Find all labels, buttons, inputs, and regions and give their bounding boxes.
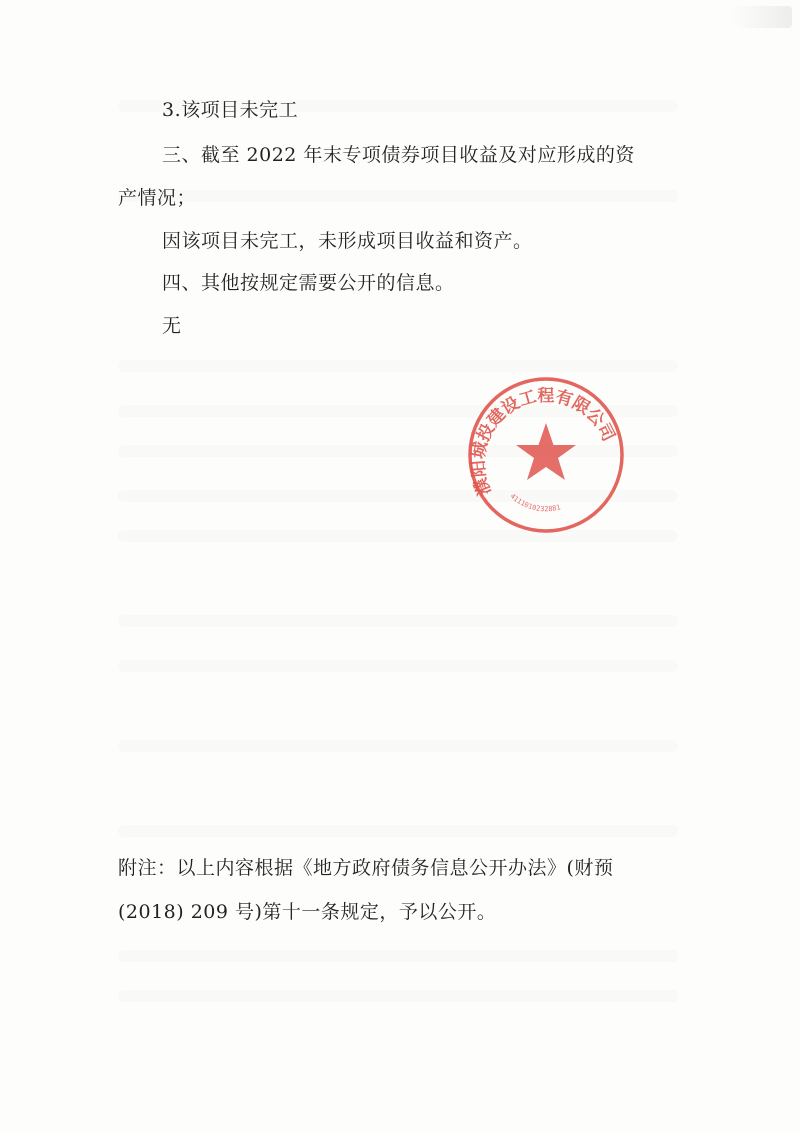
footnote-line-2: (2018) 209 号)第十一条规定，予以公开。 <box>118 901 497 923</box>
seal-number: 4111010232881 <box>508 492 562 514</box>
item-3-status: 3.该项目未完工 <box>162 99 299 121</box>
section-3-heading: 三、截至 2022 年末专项债券项目收益及对应形成的资 <box>162 144 635 166</box>
bleed-through-line <box>118 825 678 837</box>
bleed-through-line <box>118 990 678 1002</box>
company-seal <box>466 375 626 535</box>
bleed-through-line <box>118 660 678 672</box>
footnote-line-1: 附注：以上内容根据《地方政府债务信息公开办法》(财预 <box>118 857 614 879</box>
section-4-heading: 四、其他按规定需要公开的信息。 <box>162 272 455 294</box>
bleed-through-line <box>118 615 678 627</box>
section-3-heading-cont: 产情况； <box>118 187 197 209</box>
bleed-through-line <box>118 360 678 372</box>
bleed-through-line <box>118 190 678 202</box>
section-3-body: 因该项目未完工，未形成项目收益和资产。 <box>162 230 533 252</box>
bleed-through-line <box>118 950 678 962</box>
bleed-through-line <box>118 740 678 752</box>
section-4-body: 无 <box>162 315 182 337</box>
seal-star-icon <box>516 423 576 480</box>
scan-edge-mark <box>732 6 792 28</box>
seal-company-name: 濮阳城投建设工程有限公司 <box>468 386 619 498</box>
